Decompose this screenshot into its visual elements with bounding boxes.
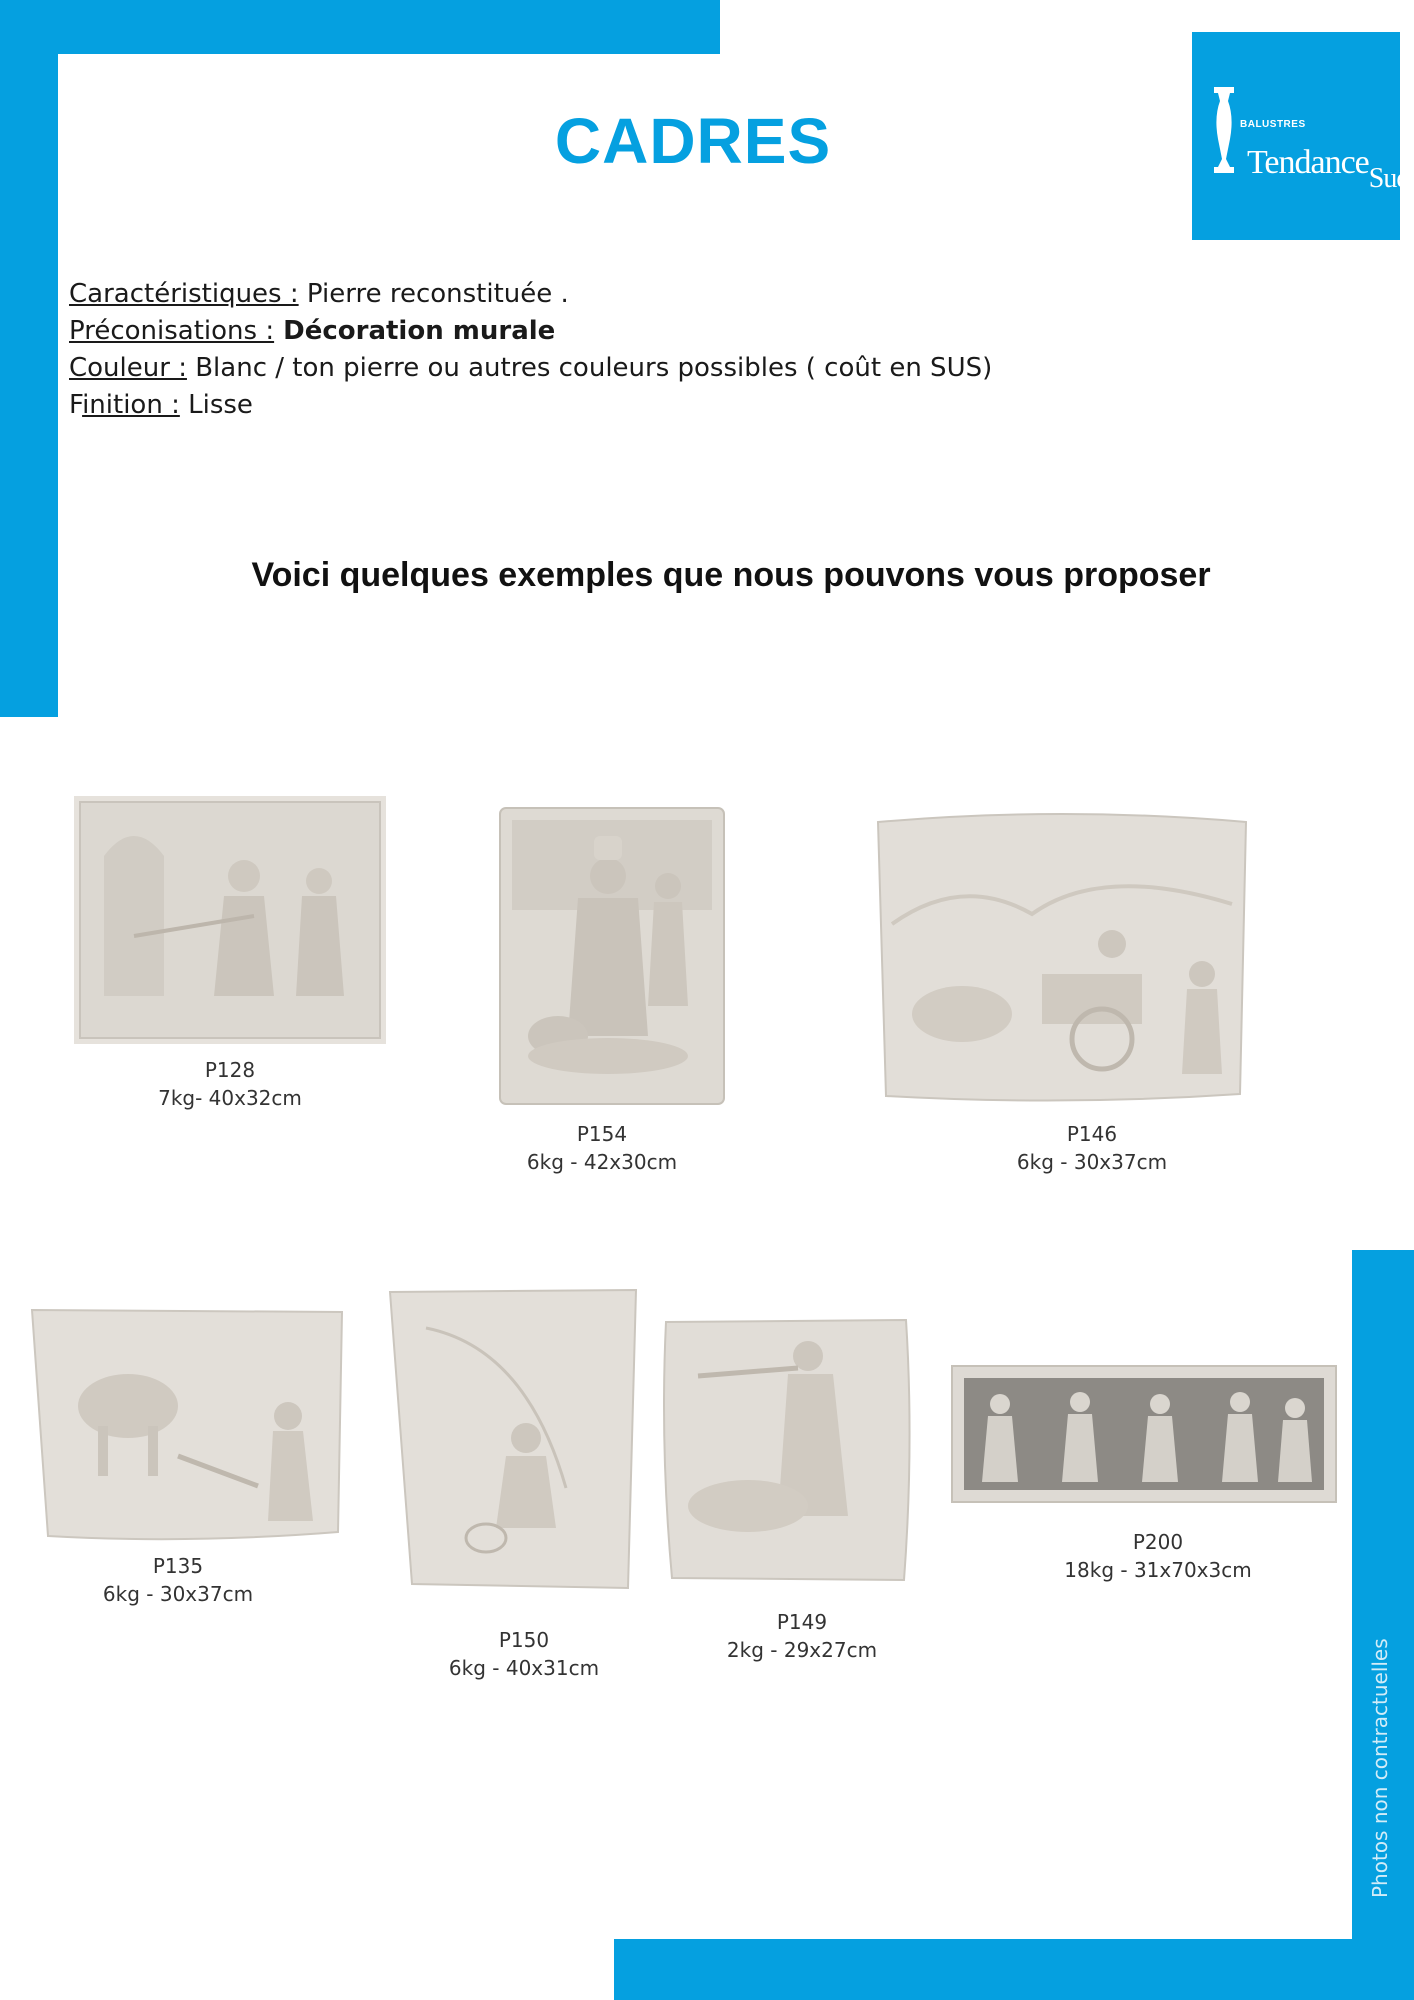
spec-label: Caractéristiques : <box>69 279 299 309</box>
product-details: 6kg - 30x37cm <box>102 1582 254 1606</box>
spec-value: Blanc / ton pierre ou autres couleurs possibles ( coût en SUS) <box>186 353 993 383</box>
product-ref: P128 <box>204 1058 256 1082</box>
product-ref: P146 <box>1066 1122 1118 1146</box>
brand-name-main: Tendance <box>1247 144 1369 181</box>
product-photo-p149 <box>658 1316 914 1586</box>
spec-label: Préconisations : <box>69 316 275 346</box>
product-photo-p200 <box>950 1364 1338 1504</box>
product-photo-p135 <box>28 1306 346 1546</box>
product-details: 2kg - 29x27cm <box>726 1638 878 1662</box>
product-details: 6kg - 40x31cm <box>448 1656 600 1680</box>
spec-row-recommendations <box>69 313 992 350</box>
bottom-accent-band <box>614 1939 1414 2000</box>
product-details: 18kg - 31x70x3cm <box>1064 1558 1252 1582</box>
page-title: CADRES <box>554 105 832 177</box>
product-caption-p150 <box>394 1626 654 1682</box>
product-caption-p149 <box>672 1608 932 1664</box>
product-photo-p150 <box>386 1288 640 1592</box>
product-photo-p146 <box>872 804 1252 1108</box>
product-ref: P154 <box>576 1122 628 1146</box>
product-caption-p154 <box>472 1120 732 1176</box>
spec-row-finish <box>69 387 992 424</box>
product-photo-p154 <box>498 806 726 1106</box>
product-caption-p128 <box>100 1056 360 1112</box>
intro-heading: Voici quelques exemples que nous pouvons vous proposer <box>251 556 1211 594</box>
spec-value: Pierre reconstituée . <box>298 279 569 309</box>
product-ref: P135 <box>152 1554 204 1578</box>
product-photo-p128 <box>74 796 386 1044</box>
product-details: 6kg - 42x30cm <box>526 1150 678 1174</box>
product-caption-p135 <box>48 1552 308 1608</box>
product-ref: P149 <box>776 1610 828 1634</box>
spec-value: Lisse <box>179 390 253 420</box>
spec-label: inition : <box>82 390 180 420</box>
product-ref: P200 <box>1132 1530 1184 1554</box>
product-caption-p200 <box>1028 1528 1288 1584</box>
product-details: 6kg - 30x37cm <box>1016 1150 1168 1174</box>
spec-row-color <box>69 350 992 387</box>
product-ref: P150 <box>498 1628 550 1652</box>
spec-label-prefix: F <box>69 390 83 420</box>
top-accent-band <box>0 0 720 54</box>
brand-small-text: BALUSTRES <box>1240 119 1306 130</box>
spec-value: Décoration murale <box>274 316 556 346</box>
spec-label: Couleur : <box>69 353 187 383</box>
disclaimer-note: Photos non contractuelles <box>1368 1638 1392 1898</box>
specifications-block <box>69 276 992 424</box>
brand-name-sub: Sud <box>1368 163 1410 194</box>
spec-row-characteristics <box>69 276 992 313</box>
product-details: 7kg- 40x32cm <box>158 1086 302 1110</box>
product-caption-p146 <box>962 1120 1222 1176</box>
